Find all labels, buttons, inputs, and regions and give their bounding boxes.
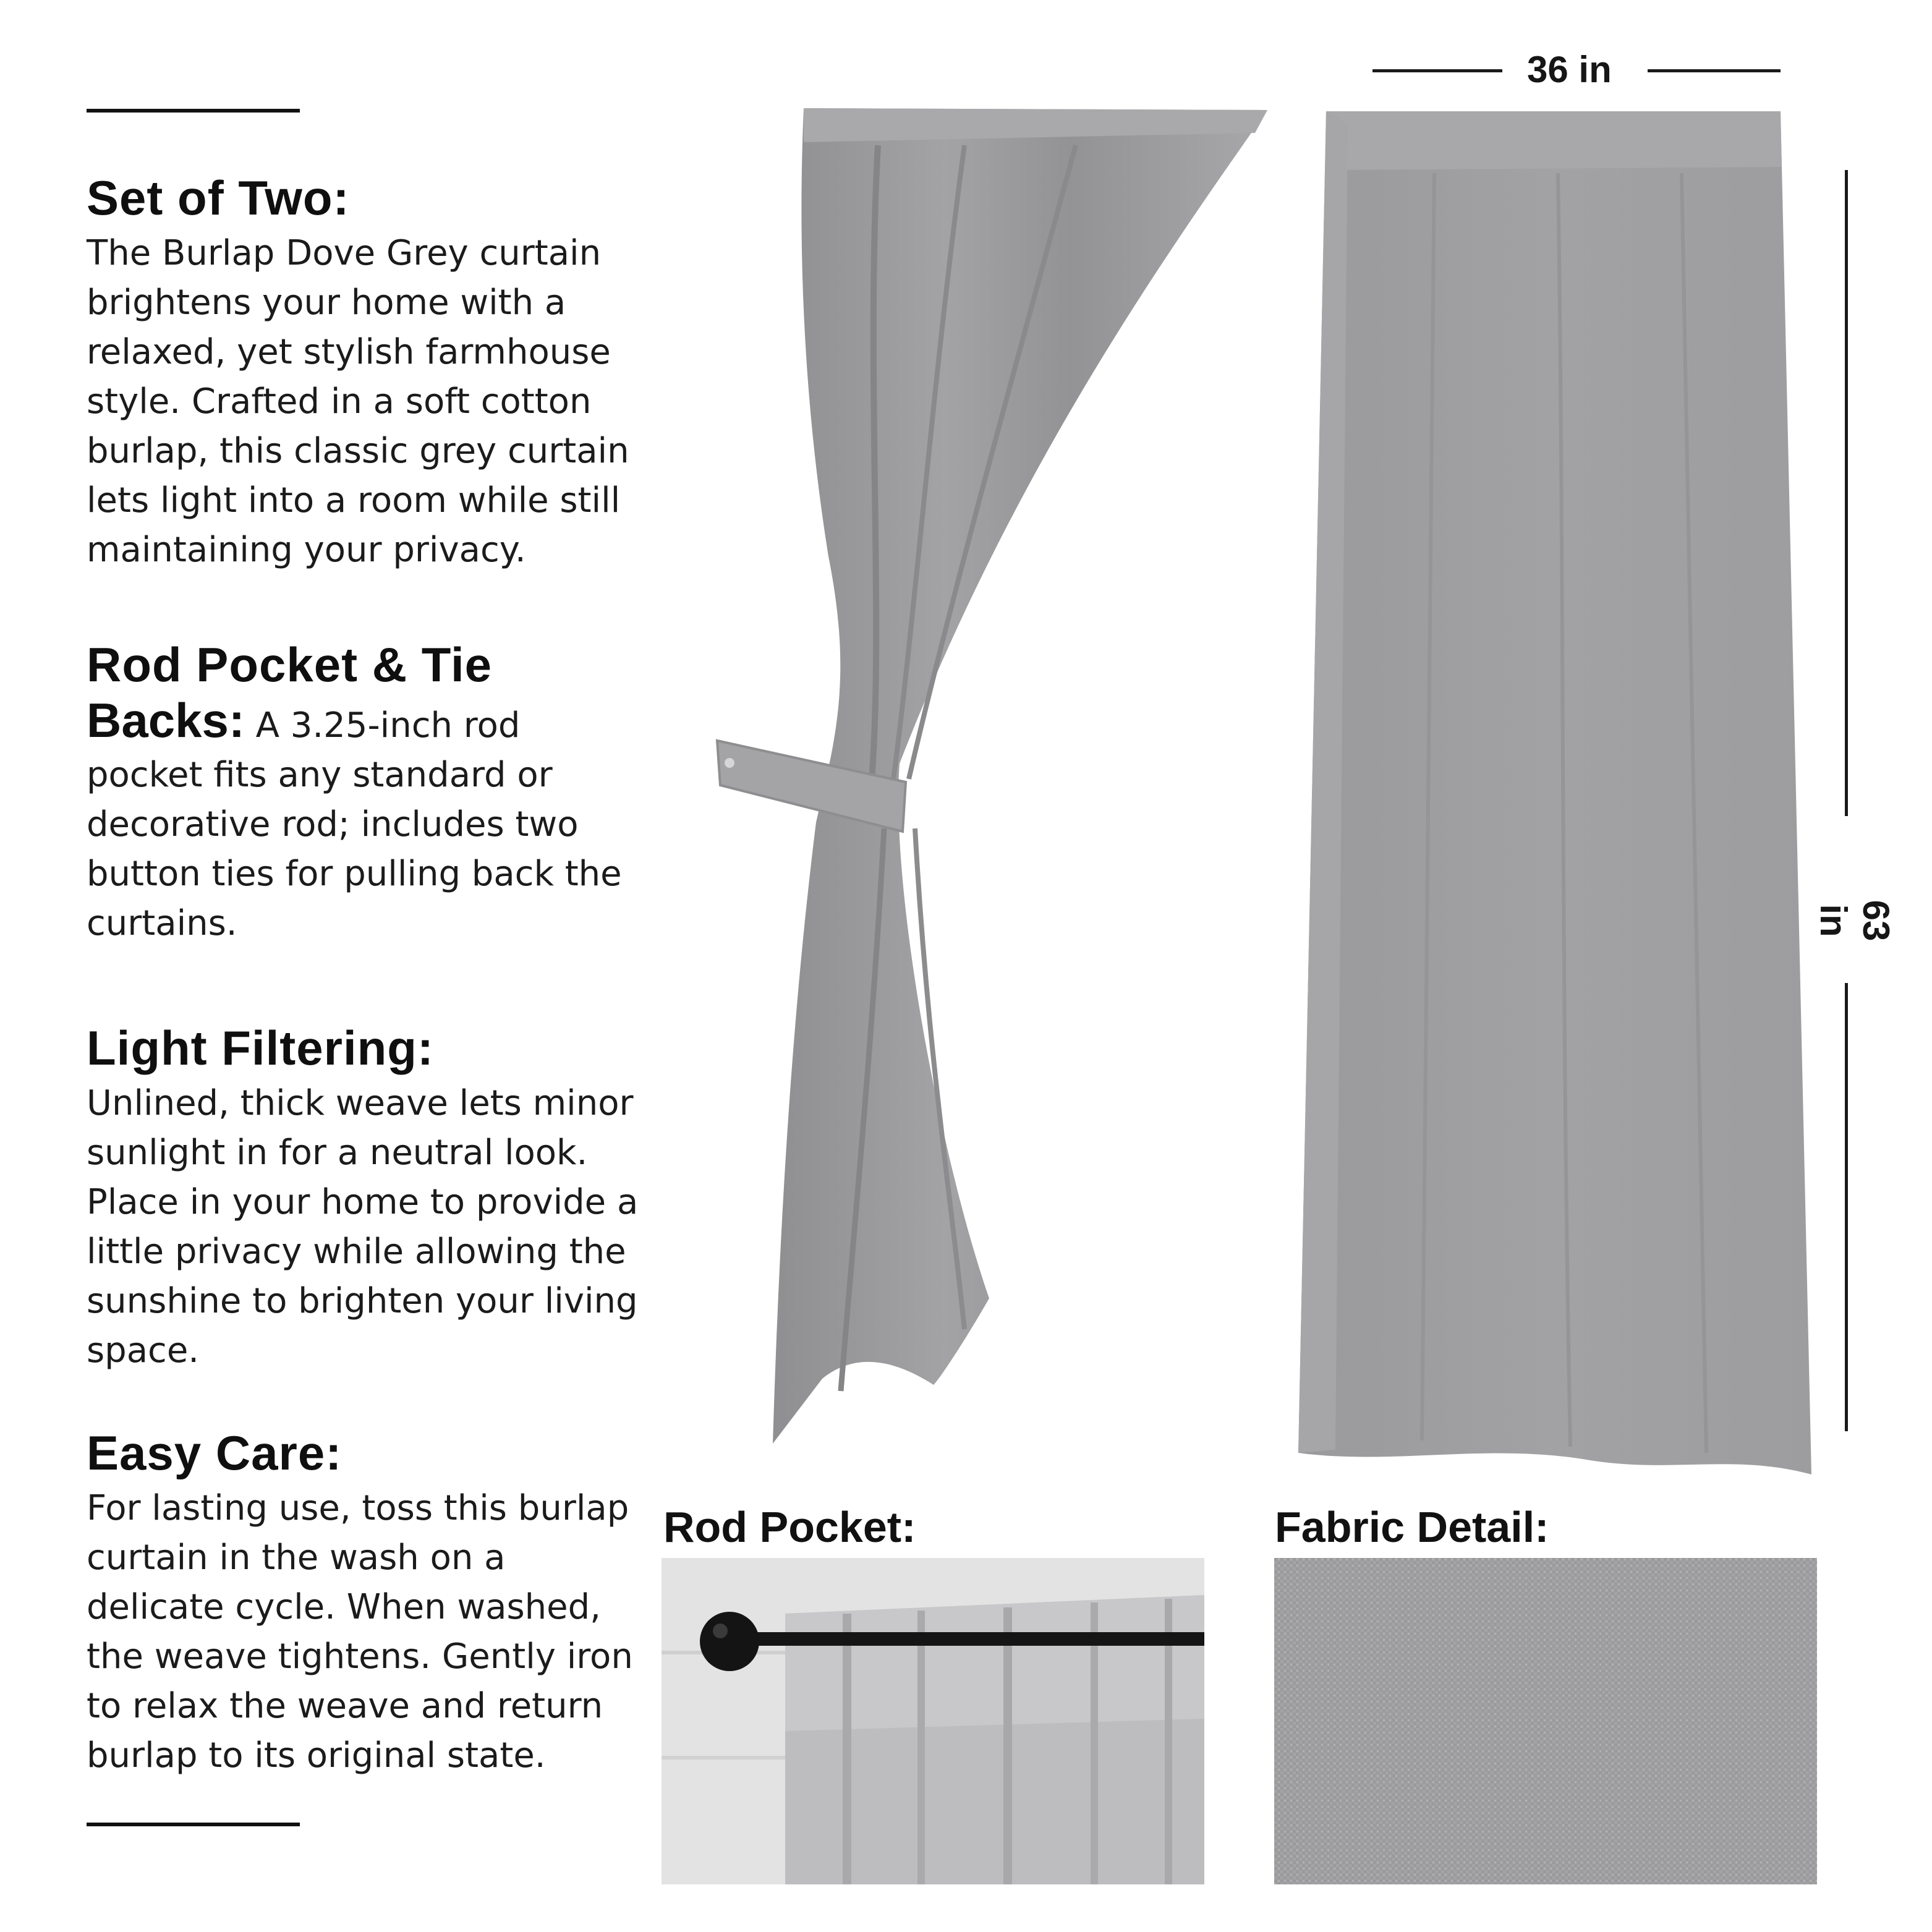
- flat-curtain-header: [1326, 111, 1782, 170]
- light-filtering-title: Light Filtering:: [87, 1021, 434, 1075]
- set-of-two-title: Set of Two:: [87, 171, 350, 225]
- rod-pocket-detail-title: Rod Pocket:: [663, 1503, 916, 1551]
- light-filtering-body: Unlined, thick weave lets minor sunlight in for a neutral look. Place in your home to provide a little privacy while allowing the sunshine to brighten your living space.: [87, 1083, 639, 1371]
- width-label: 36 in: [1527, 49, 1612, 90]
- bottom-divider: [87, 1823, 300, 1826]
- rod-pocket-description: A 3.25-inch rod pocket fits any standard or decorative rod; includes two button ties for pulling back the curtains.: [87, 705, 622, 943]
- tie-back-button-icon: [725, 758, 734, 768]
- fabric-detail-title: Fabric Detail:: [1275, 1503, 1549, 1551]
- rod-pocket-title: Rod Pocket & Tie: [87, 637, 493, 692]
- rod-pocket-photo: [662, 1558, 1204, 1884]
- set-of-two-body: The Burlap Dove Grey curtain brightens your home with a relaxed, yet stylish farmhouse style. Crafted in a soft cotton burlap, this classic grey curtain lets light into a room while still maintaining your privacy.: [87, 233, 629, 570]
- easy-care-body: For lasting use, toss this burlap curtain in the wash on a delicate cycle. When washed, the weave tightens. Gently iron to relax the weave and return burlap to its original state.: [87, 1488, 633, 1776]
- fabric-detail-swatch: [1274, 1558, 1817, 1884]
- backs-title: Backs:: [87, 693, 245, 747]
- flat-curtain-body: [1298, 111, 1811, 1475]
- height-label: 63 in: [1813, 900, 1897, 942]
- easy-care-title: Easy Care:: [87, 1426, 343, 1480]
- rod-finial-icon: [700, 1612, 759, 1671]
- flat-curtain: [1298, 111, 1811, 1475]
- tied-curtain: [717, 108, 1267, 1444]
